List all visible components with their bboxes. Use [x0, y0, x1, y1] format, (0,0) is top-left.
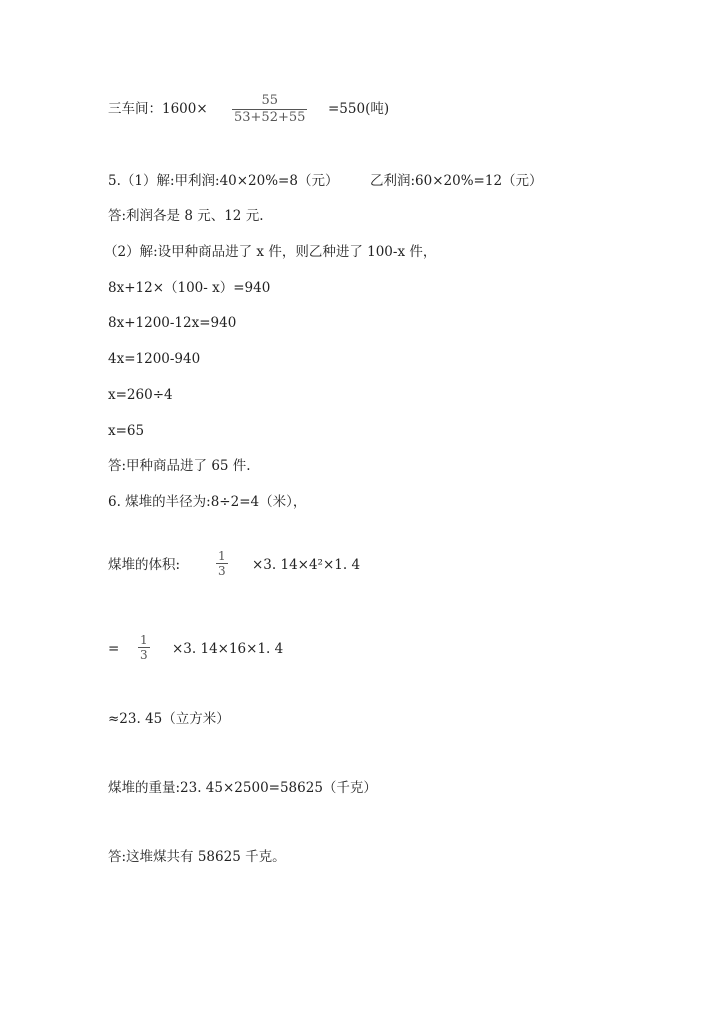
- q6-volume-expression: ×3. 14×4²×1. 4: [252, 557, 361, 573]
- workshop3-fraction: [232, 93, 307, 126]
- q6-step-equals: =: [108, 641, 120, 657]
- q6-weight: 煤堆的重量:23. 45×2500=58625（千克）: [108, 780, 377, 796]
- q5-equation-2: 8x+1200-12x=940: [108, 315, 237, 331]
- fraction-numerator: 1: [140, 633, 148, 647]
- fraction-numerator: 1: [218, 549, 226, 563]
- fraction-numerator: 55: [261, 93, 278, 108]
- q5-equation-5: x=65: [108, 423, 145, 439]
- q6-answer: 答:这堆煤共有 58625 千克。: [108, 849, 286, 865]
- q6-radius: 6. 煤堆的半径为:8÷2=4（米），: [108, 494, 307, 510]
- q5-answer1: 答:利润各是 8 元、12 元.: [108, 208, 264, 224]
- q5-part1-profit-b: 乙利润:60×20%=12（元）: [370, 173, 543, 189]
- workshop3-label: 三车间：1600×: [108, 101, 208, 117]
- q6-volume-fraction: [216, 549, 228, 578]
- q6-step-fraction: [138, 633, 150, 662]
- q5-part1-profit-a: 5.（1）解:甲利润:40×20%=8（元）: [108, 173, 339, 189]
- q5-answer2: 答:甲种商品进了 65 件.: [108, 458, 251, 474]
- fraction-denominator: 53+52+55: [234, 110, 306, 125]
- fraction-denominator: 3: [218, 564, 226, 578]
- q5-equation-3: 4x=1200-940: [108, 351, 201, 367]
- q6-step-expression: ×3. 14×16×1. 4: [172, 641, 284, 657]
- q6-volume-label: 煤堆的体积:: [108, 557, 181, 573]
- q6-approx-volume: ≈23. 45（立方米）: [108, 711, 230, 727]
- q5-part2-intro: （2）解:设甲种商品进了 x 件，则乙种进了 100-x 件，: [104, 244, 437, 260]
- q5-equation-1: 8x+12×（100- x）=940: [108, 280, 271, 296]
- workshop3-result: =550(吨): [328, 101, 390, 117]
- fraction-denominator: 3: [140, 648, 148, 662]
- q5-equation-4: x=260÷4: [108, 387, 173, 403]
